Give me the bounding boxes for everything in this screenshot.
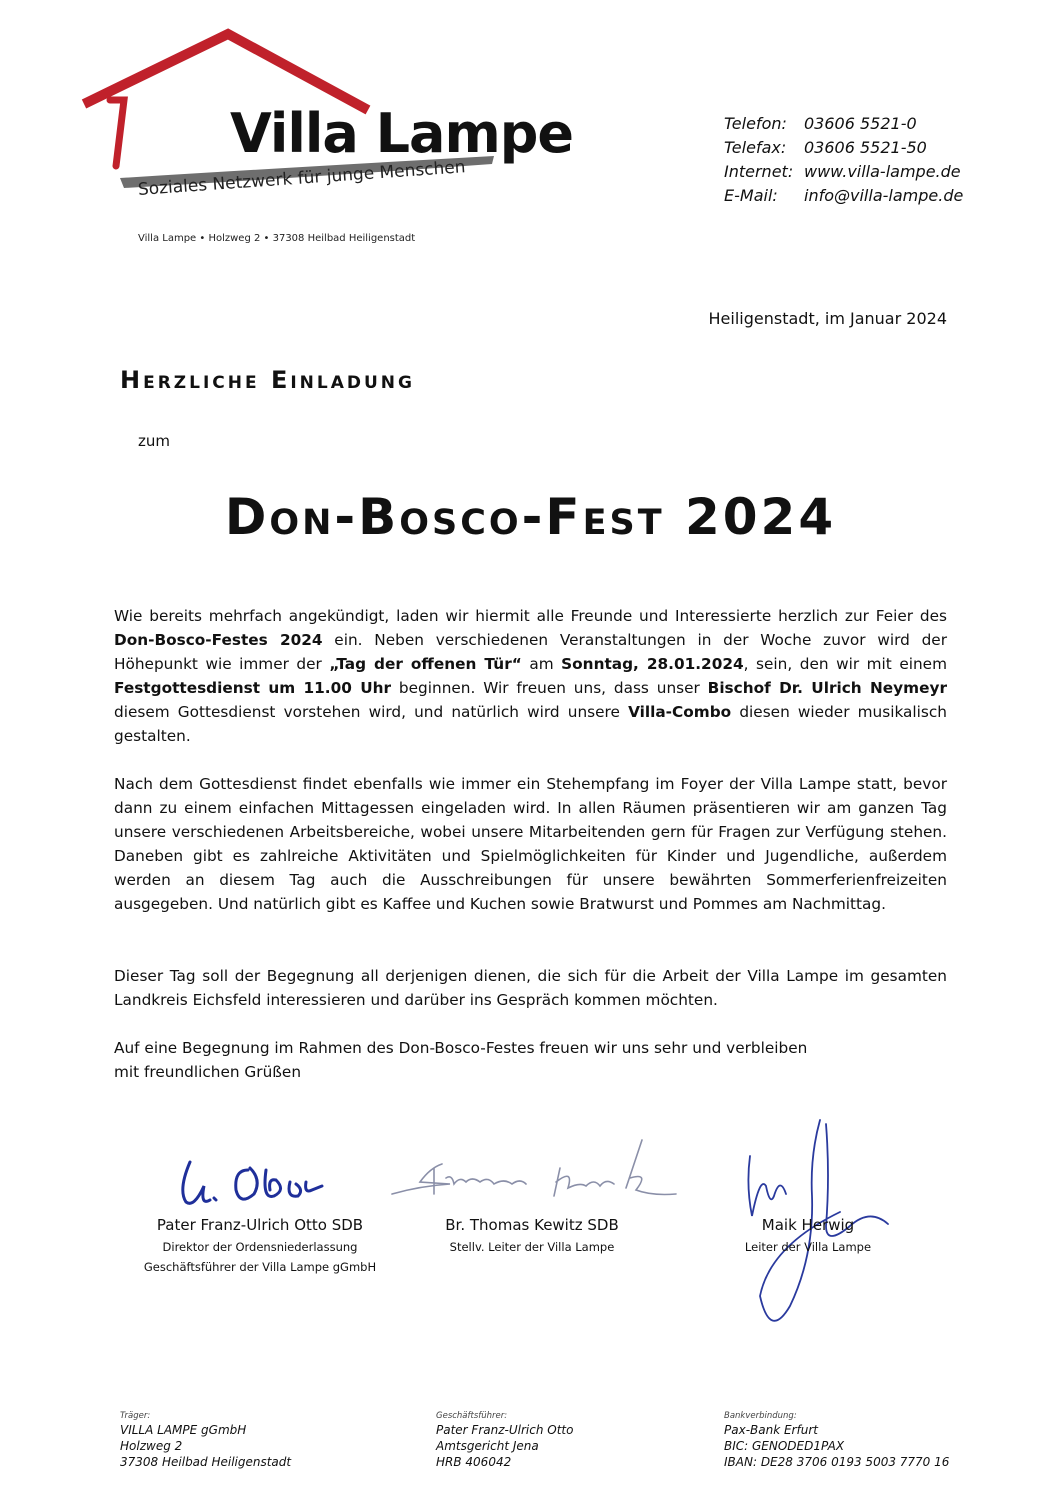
footer-bank [724,1410,949,1470]
closing-line-2: mit freundlichen Grüßen [114,1063,302,1081]
text-run: diesen wieder musikalisch gestalten. [114,703,947,745]
footer-caption: Bankverbindung: [724,1411,797,1421]
bold-text-run: „Tag der offenen Tür“ [329,655,522,673]
footer-line: Amtsgericht Jena [436,1439,539,1453]
signature-block-kewitz [392,1216,672,1257]
text-run: diesem Gottesdienst vorstehen wird, und natürlich wird unsere [114,703,629,721]
footer-geschaeftsfuehrer [436,1410,573,1470]
letter-date: Heiligenstadt, im Januar 2024 [708,309,947,328]
signatory-role: Stellv. Leiter der Villa Lampe [449,1240,615,1254]
contact-value: 03606 5521-50 [804,138,927,157]
contact-value: info@villa-lampe.de [804,186,964,205]
letter-heading: Herzliche Einladung [120,366,415,394]
signature-block-otto [120,1216,400,1277]
bold-text-run: Villa-Combo [628,703,732,721]
bold-text-run: Bischof Dr. Ulrich Neymeyr [707,679,947,697]
signatory-name: Pater Franz-Ulrich Otto SDB [156,1216,364,1234]
signatory-role: Geschäftsführer der Villa Lampe gGmbH [143,1260,377,1274]
sender-address-line: Villa Lampe • Holzweg 2 • 37308 Heilbad Heiligenstadt [138,233,416,244]
body-paragraph-1 [114,604,947,748]
logo-title: Villa Lampe [230,102,574,165]
contact-email [724,184,963,208]
footer-line: VILLA LAMPE gGmbH [120,1423,247,1437]
signature-otto [170,1150,330,1220]
contact-label: Telefax: [724,138,787,157]
contact-label: E-Mail: [724,186,778,205]
signatory-role: Leiter der Villa Lampe [744,1240,872,1254]
signatory-name: Maik Herwig [761,1216,855,1234]
footer-caption: Geschäftsführer: [436,1411,508,1421]
footer-line: Pax-Bank Erfurt [724,1423,818,1437]
villa-lampe-logo [80,28,574,208]
closing-line-1: Auf eine Begegnung im Rahmen des Don-Bosco-Festes freuen wir uns sehr und verbleiben [114,1039,808,1057]
signatory-name: Br. Thomas Kewitz SDB [445,1216,619,1234]
footer-line: Pater Franz-Ulrich Otto [436,1423,574,1437]
body-paragraph-3: Dieser Tag soll der Begegnung all derjenigen dienen, die sich für die Arbeit der Villa Lampe im gesamten Landkreis Eichsfeld interessieren und darüber ins Gespräch kommen möchten. [114,967,947,1009]
footer-line: Holzweg 2 [120,1439,183,1453]
footer-caption: Träger: [120,1411,151,1421]
zum-text: zum [138,432,170,450]
contact-phone [724,112,963,136]
contact-label: Telefon: [724,114,787,133]
text-run: ein. Neben verschiedenen Veranstaltungen in der Woche zuvor wird der Höhepunkt wie immer der [114,631,947,673]
signatory-role: Direktor der Ordensniederlassung [162,1240,358,1254]
footer-line: 37308 Heilbad Heiligenstadt [120,1455,292,1469]
text-run: am [521,655,562,673]
logo-subtitle: Soziales Netzwerk für junge Menschen [137,157,467,200]
event-title: Don-Bosco-Fest 2024 [224,488,837,546]
contact-fax [724,136,963,160]
contact-value: www.villa-lampe.de [804,162,961,181]
footer-line: HRB 406042 [436,1455,512,1469]
body-paragraph-closing [114,1036,947,1084]
bold-text-run: Festgottesdienst um 11.00 Uhr [114,679,392,697]
contact-block [724,112,963,208]
bold-text-run: Sonntag, 28.01.2024 [561,655,744,673]
footer-line: BIC: GENODED1PAX [724,1439,845,1453]
bold-text-run: Don-Bosco-Festes 2024 [114,631,323,649]
footer-traeger [120,1410,291,1470]
text-run: , sein, den wir mit einem [743,655,947,673]
text-run: Wie bereits mehrfach angekündigt, laden wir hiermit alle Freunde und Interessierte herzlich zur Feier des [114,607,947,625]
contact-value: 03606 5521-0 [804,114,917,133]
signature-kewitz [390,1138,680,1208]
contact-label: Internet: [724,162,794,181]
footer-line: IBAN: DE28 3706 0193 5003 7770 16 [724,1455,950,1469]
body-paragraph-2: Nach dem Gottesdienst findet ebenfalls wie immer ein Stehempfang im Foyer der Villa Lampe statt, bevor dann zu einem einfachen Mittagessen eingeladen wird. In allen Räumen präsentieren wir am ganzen Tag unsere verschiedenen Arbeitsbereiche, wobei unsere Mitarbeitenden gern für Fragen zur Verfügung stehen. Daneben gibt es zahlreiche Aktivitäten und Spielmöglichkeiten für Kinder und Jugendliche, außerdem werden an diesem Tag auch die Ausschreibungen für unsere bewährten Sommerferienfreizeiten ausgegeben. Und natürlich gibt es Kaffee und Kuchen sowie Bratwurst und Pommes am Nachmittag. [114,775,947,913]
contact-website [724,160,963,184]
signature-block-herwig [668,1216,948,1257]
text-run: beginnen. Wir freuen uns, dass unser [391,679,708,697]
